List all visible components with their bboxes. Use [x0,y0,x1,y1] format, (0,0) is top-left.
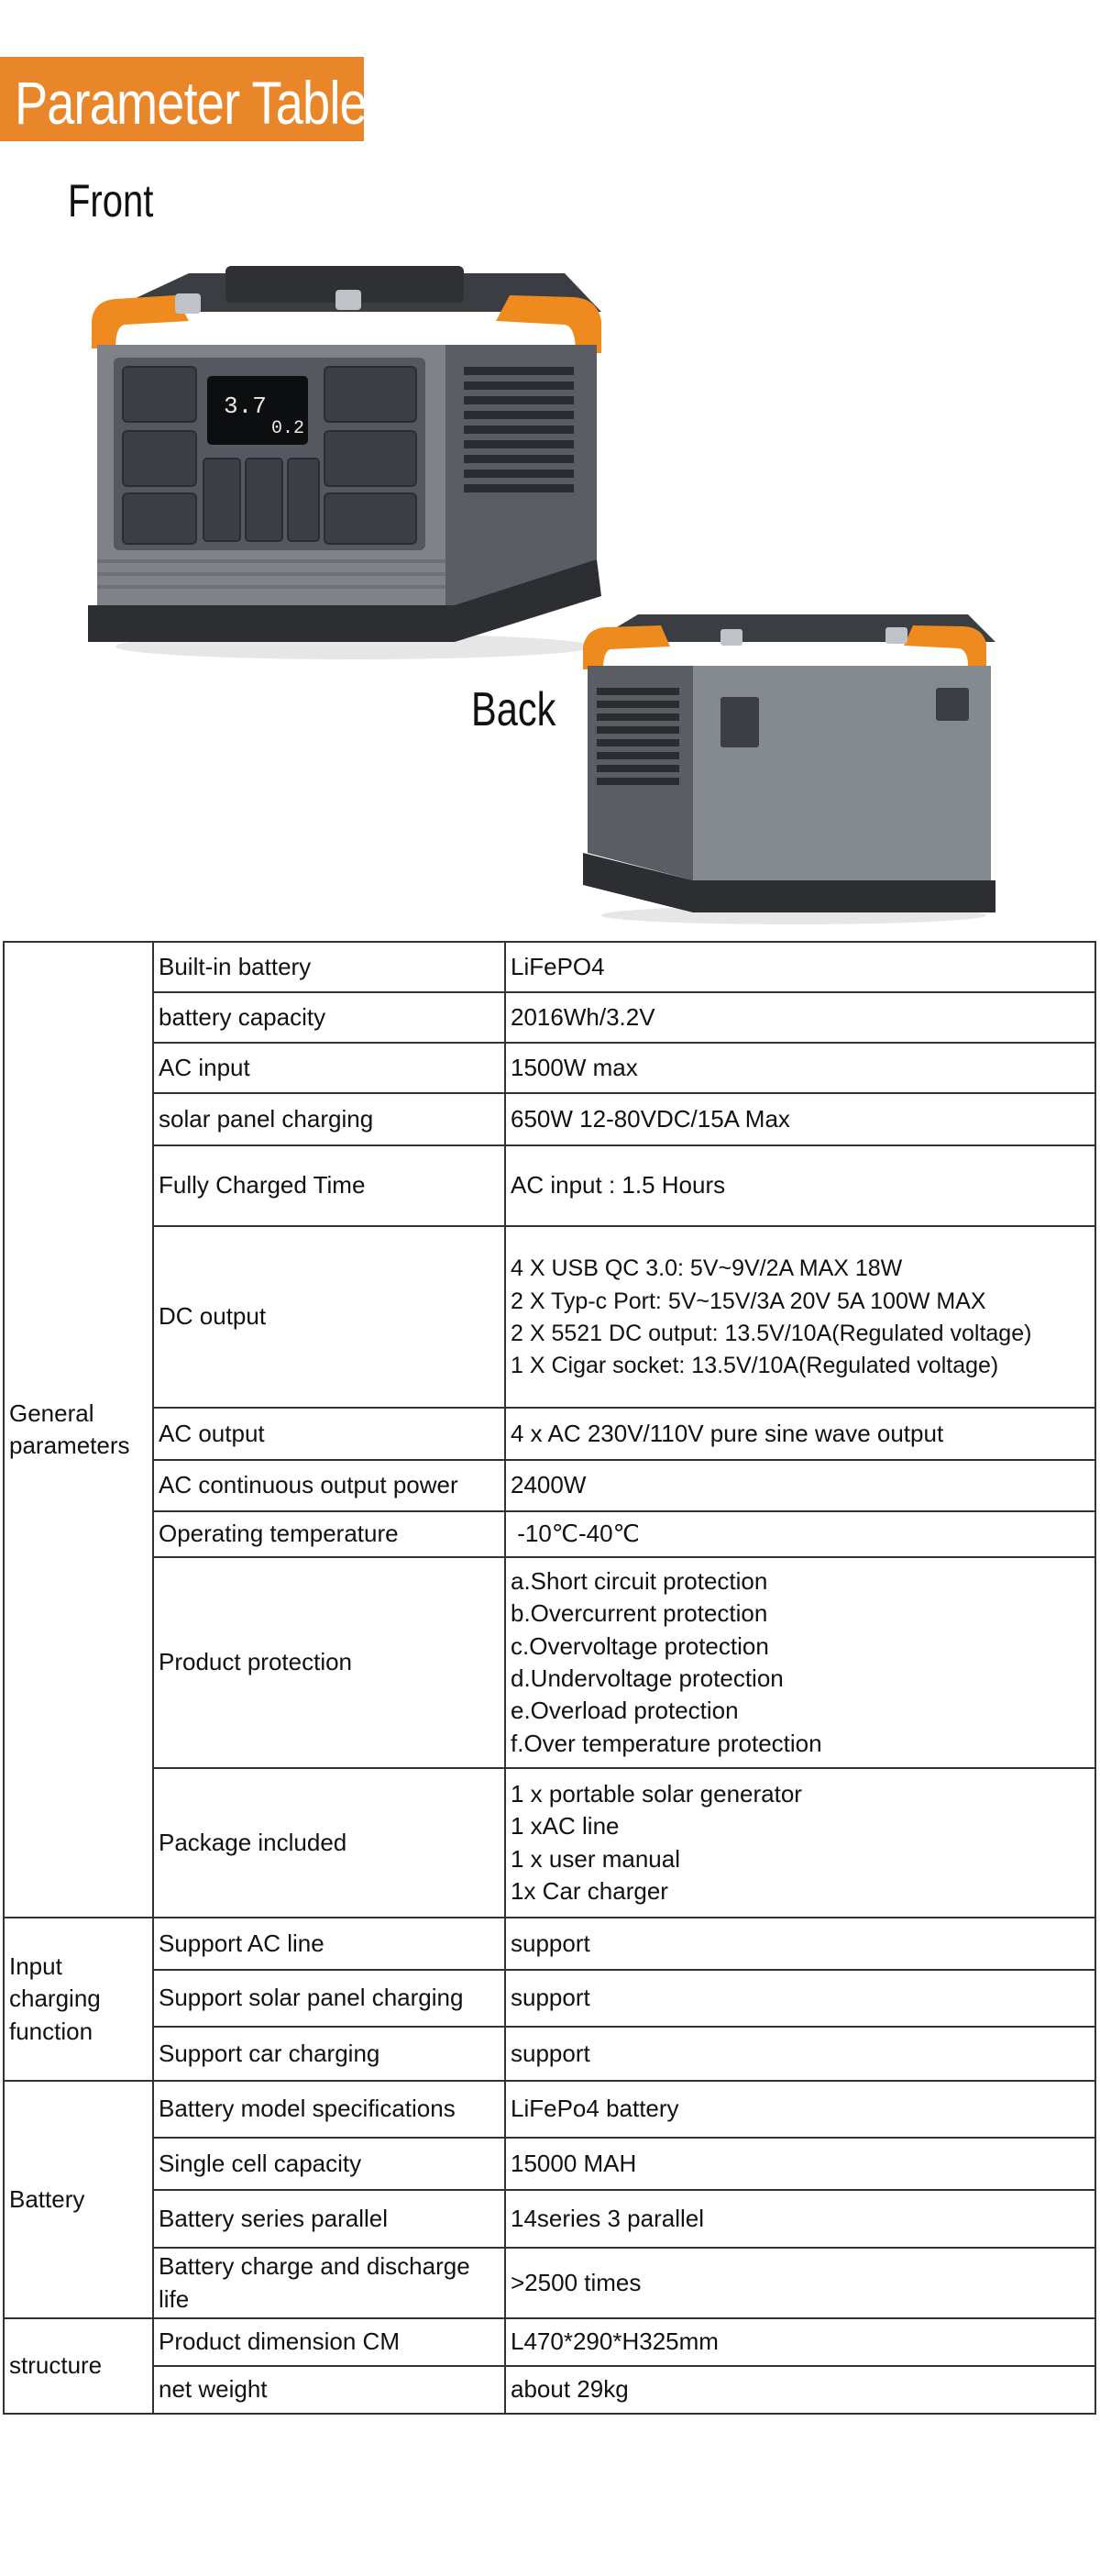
value-cell: a.Short circuit protection b.Overcurrent protection c.Overvoltage protection d.Undervoltage protection e.Overload protection f.Over temperature protection [505,1557,1095,1768]
table-row [4,2027,1095,2081]
param-cell: battery capacity [153,992,505,1043]
param-cell: solar panel charging [153,1093,505,1145]
table-row [4,1918,1095,1970]
lcd-right-readout: 0.2 [271,418,305,439]
table-row [4,2081,1095,2138]
param-cell: Package included [153,1768,505,1918]
parameter-table [3,941,1096,2415]
table-row [4,1557,1095,1768]
param-cell: Product dimension CM [153,2318,505,2366]
value-cell: 15000 MAH [505,2138,1095,2190]
value-cell: support [505,1970,1095,2027]
value-cell: 1 x portable solar generator 1 xAC line 1 x user manual 1x Car charger [505,1768,1095,1918]
table-row [4,2366,1095,2414]
table-row [4,2190,1095,2248]
value-cell: 2016Wh/3.2V [505,992,1095,1043]
param-cell: AC continuous output power [153,1460,505,1511]
table-row [4,992,1095,1043]
param-cell: Single cell capacity [153,2138,505,2190]
value-cell: -10℃-40℃ [505,1511,1095,1557]
param-cell: Support car charging [153,2027,505,2081]
product-back-image [583,605,1005,926]
back-label: Back [471,683,556,736]
table-row [4,1093,1095,1145]
value-cell: LiFePO4 [505,942,1095,992]
param-cell: Support solar panel charging [153,1970,505,2027]
value-cell: >2500 times [505,2248,1095,2318]
table-row [4,1226,1095,1408]
param-cell: Battery model specifications [153,2081,505,2138]
value-cell: about 29kg [505,2366,1095,2414]
category-cell: Input charging function [4,1918,153,2081]
value-cell: L470*290*H325mm [505,2318,1095,2366]
param-cell: Fully Charged Time [153,1145,505,1226]
table-row [4,2318,1095,2366]
table-row [4,942,1095,992]
table-row [4,1408,1095,1460]
value-cell: 14series 3 parallel [505,2190,1095,2248]
value-cell: 4 X USB QC 3.0: 5V~9V/2A MAX 18W 2 X Typ-c Port: 5V~15V/3A 20V 5A 100W MAX 2 X 5521 DC output: 13.5V/10A(Regulated voltage) 1 X Cigar socket: 13.5V/10A(Regulated voltage) [505,1226,1095,1408]
param-cell: Battery series parallel [153,2190,505,2248]
param-cell: AC output [153,1408,505,1460]
category-cell: structure [4,2318,153,2414]
param-cell: AC input [153,1043,505,1093]
table-row [4,2138,1095,2190]
param-cell: Product protection [153,1557,505,1768]
table-row [4,1970,1095,2027]
value-cell: support [505,1918,1095,1970]
category-cell: Battery [4,2081,153,2318]
page-title: Parameter Table [15,69,367,137]
param-cell: net weight [153,2366,505,2414]
table-row [4,2248,1095,2318]
param-cell: Battery charge and discharge life [153,2248,505,2318]
lcd-left-readout: 3.7 [224,392,267,420]
value-cell: AC input : 1.5 Hours [505,1145,1095,1226]
value-cell: 650W 12-80VDC/15A Max [505,1093,1095,1145]
product-front-image [88,257,615,660]
front-label: Front [68,175,154,227]
value-cell: 2400W [505,1460,1095,1511]
table-row [4,1511,1095,1557]
table-row [4,1460,1095,1511]
table-row [4,1043,1095,1093]
value-cell: 4 x AC 230V/110V pure sine wave output [505,1408,1095,1460]
title-banner [0,57,367,141]
param-cell: Built-in battery [153,942,505,992]
param-cell: Support AC line [153,1918,505,1970]
param-cell: Operating temperature [153,1511,505,1557]
value-cell: 1500W max [505,1043,1095,1093]
param-cell: DC output [153,1226,505,1408]
value-cell: support [505,2027,1095,2081]
table-row [4,1768,1095,1918]
table-row [4,1145,1095,1226]
category-cell: General parameters [4,942,153,1918]
value-cell: LiFePo4 battery [505,2081,1095,2138]
